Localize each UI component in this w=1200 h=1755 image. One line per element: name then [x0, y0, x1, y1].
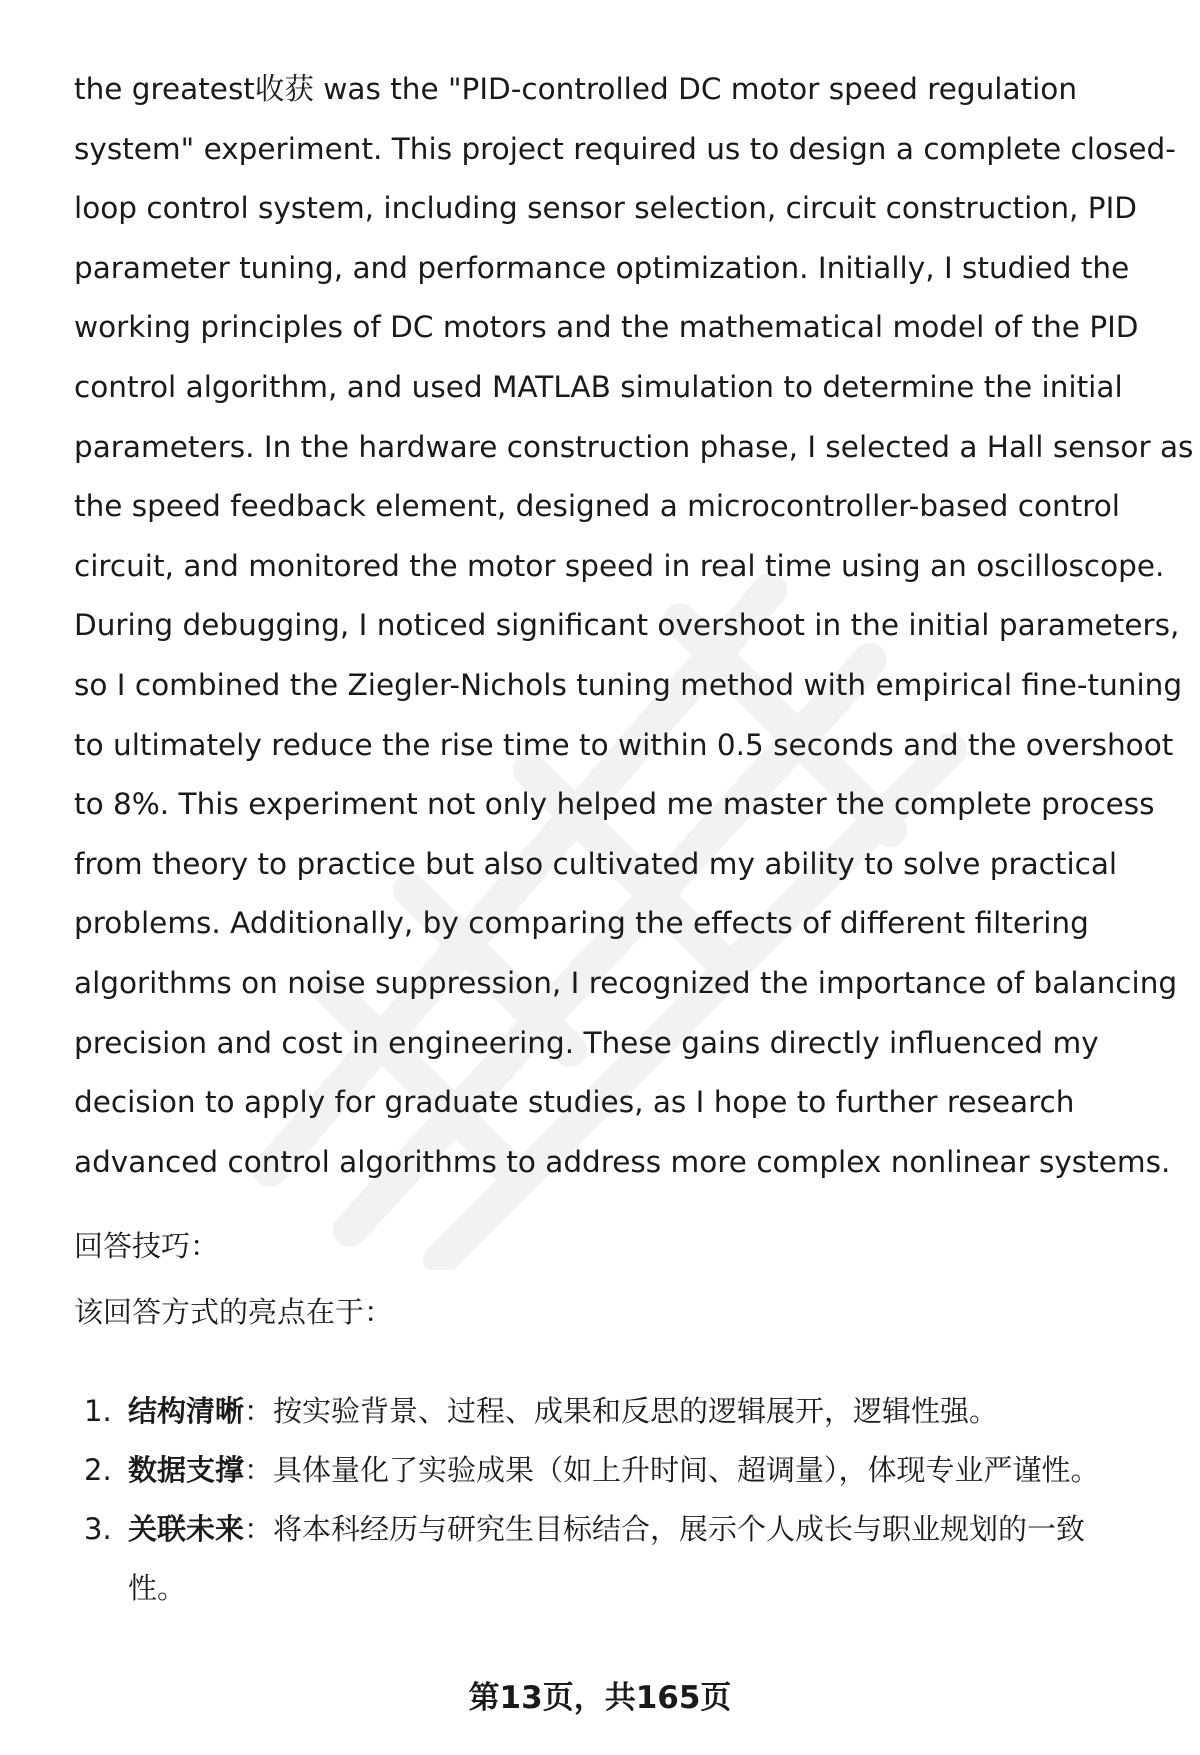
tips-heading: 回答技巧：	[74, 1229, 220, 1263]
paragraph-line: circuit, and monitored the motor speed in real time using an oscilloscope.	[74, 548, 1165, 583]
tip-item	[74, 1382, 1134, 1441]
paragraph-line: working principles of DC motors and the mathematical model of the PID	[74, 310, 1139, 345]
tip-item	[74, 1441, 1134, 1500]
paragraph-line: algorithms on noise suppression, I recognized the importance of balancing	[74, 965, 1178, 1000]
tip-item	[74, 1500, 1134, 1618]
tip-number: 2.	[84, 1453, 112, 1487]
paragraph-line: so I combined the Ziegler-Nichols tuning method with empirical fine-tuning	[74, 667, 1183, 702]
page-number: 第13页，共165页	[468, 1680, 732, 1716]
paragraph-line: the speed feedback element, designed a microcontroller-based control	[74, 489, 1120, 524]
paragraph-line: to ultimately reduce the rise time to within 0.5 seconds and the overshoot	[74, 727, 1174, 762]
paragraph-line: loop control system, including sensor selection, circuit construction, PID	[74, 191, 1138, 226]
tip-term: 数据支撑	[128, 1453, 245, 1487]
paragraph-line: the greatest收获 was the "PID-controlled DC motor speed regulation	[74, 72, 1078, 106]
paragraph-line: problems. Additionally, by comparing the effects of different filtering	[74, 906, 1089, 941]
tips-list	[74, 1382, 1134, 1618]
tip-number: 3.	[84, 1512, 112, 1546]
paragraph-line: During debugging, I noticed significant overshoot in the initial parameters,	[74, 608, 1180, 643]
tip-text: ：具体量化了实验成果（如上升时间、超调量），体现专业严谨性。	[244, 1453, 1100, 1487]
tip-term: 关联未来	[128, 1512, 245, 1546]
tip-text: ：按实验背景、过程、成果和反思的逻辑展开，逻辑性强。	[244, 1394, 999, 1428]
paragraph-line: precision and cost in engineering. These gains directly influenced my	[74, 1025, 1099, 1060]
paragraph-line: parameter tuning, and performance optimization. Initially, I studied the	[74, 250, 1130, 285]
paragraph-line: parameters. In the hardware construction phase, I selected a Hall sensor as	[74, 429, 1194, 464]
tips-intro: 该回答方式的亮点在于：	[74, 1295, 394, 1329]
paragraph-line: advanced control algorithms to address more complex nonlinear systems.	[74, 1144, 1171, 1179]
answer-paragraph	[74, 60, 1194, 1192]
paragraph-line: decision to apply for graduate studies, as I hope to further research	[74, 1085, 1075, 1120]
tip-text: ：将本科经历与研究生目标结合，展示个人成长与职业规划的一致	[244, 1512, 1086, 1546]
tip-term: 结构清晰	[128, 1394, 245, 1428]
paragraph-line: to 8%. This experiment not only helped me master the complete process	[74, 787, 1155, 822]
paragraph-line: control algorithm, and used MATLAB simulation to determine the initial	[74, 369, 1123, 404]
paragraph-line: system" experiment. This project required us to design a complete closed-	[74, 131, 1176, 166]
paragraph-line: from theory to practice but also cultivated my ability to solve practical	[74, 846, 1118, 881]
tip-number: 1.	[84, 1394, 112, 1428]
tip-text-continuation: 性。	[128, 1571, 187, 1605]
